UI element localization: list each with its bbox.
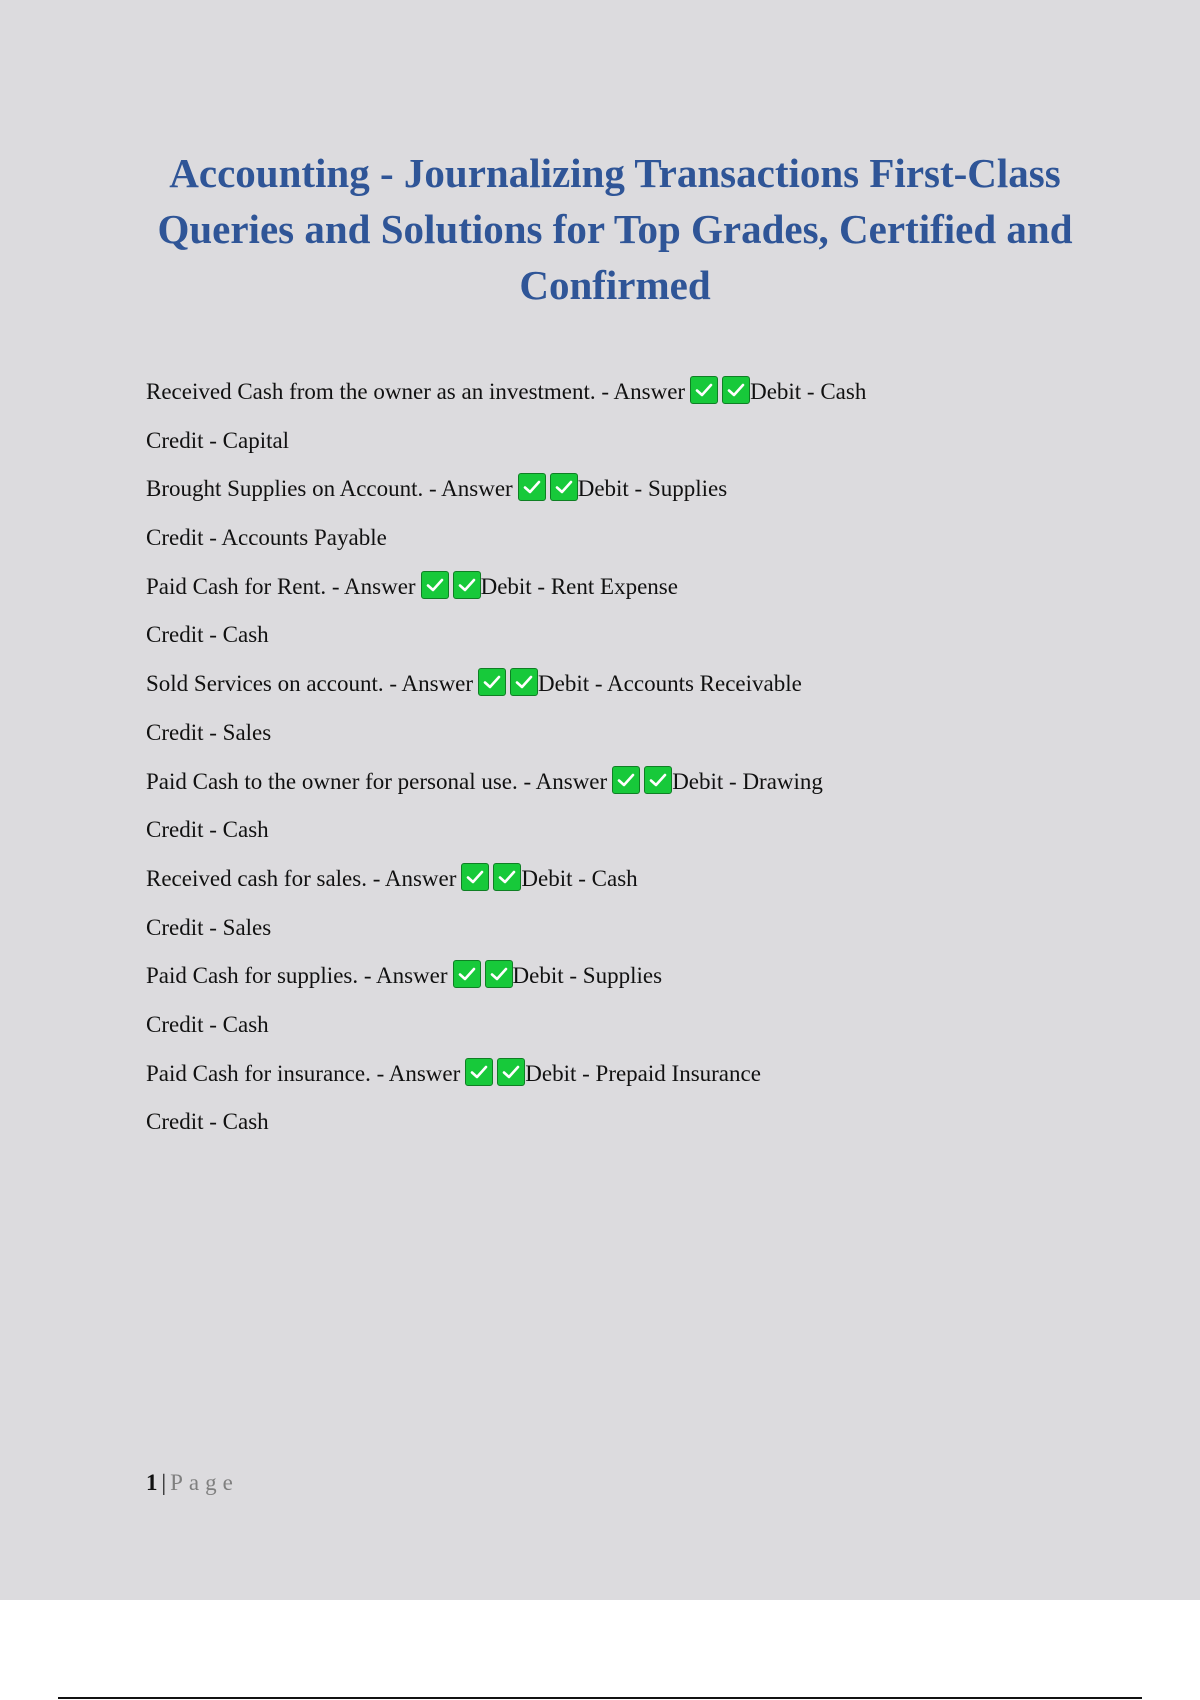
check-mark-icon [421,571,449,599]
question-text: Received cash for sales. - Answer [146,865,457,891]
check-mark-icon [478,668,506,696]
credit-line: Credit - Cash [146,1109,269,1135]
check-mark-icon [518,473,546,501]
question-line [146,758,1106,807]
check-mark-icon [493,863,521,891]
question-text: Paid Cash for insurance. - Answer [146,1060,461,1086]
check-mark-icon [485,960,513,988]
check-mark-icon [497,1058,525,1086]
debit-answer: Debit - Accounts Receivable [538,671,802,697]
check-mark-icon [690,376,718,404]
footer-separator: | [161,1470,167,1495]
qa-item [146,758,1106,855]
page-footer [146,1470,239,1496]
question-text: Received Cash from the owner as an investment. - Answer [146,379,686,404]
debit-answer: Debit - Cash [521,865,638,891]
question-line [146,855,1106,904]
check-mark-icon [465,1058,493,1086]
credit-line: Credit - Sales [146,719,272,745]
question-text: Paid Cash for supplies. - Answer [146,963,448,989]
credit-line: Credit - Cash [146,1011,269,1037]
page-number: 1 [146,1470,158,1495]
qa-item [146,952,1106,1049]
check-mark-icon [510,668,538,696]
question-line [146,465,1106,514]
debit-answer: Debit - Prepaid Insurance [525,1060,761,1086]
question-line [146,1050,1106,1099]
check-mark-icon [461,863,489,891]
check-mark-icon [550,473,578,501]
qa-item [146,563,1106,660]
credit-line: Credit - Accounts Payable [146,525,387,551]
qa-item [146,368,1106,465]
credit-line: Credit - Cash [146,817,269,843]
question-text: Brought Supplies on Account. - Answer [146,476,513,502]
check-mark-icon [612,766,640,794]
question-text: Sold Services on account. - Answer [146,671,474,697]
qa-item [146,660,1106,757]
credit-line: Credit - Capital [146,427,290,453]
question-line [146,563,1106,612]
question-text: Paid Cash for Rent. - Answer [146,573,416,599]
question-line [146,660,1106,709]
question-line [146,952,1106,1001]
check-mark-icon [453,571,481,599]
question-line [146,368,1106,417]
qa-item [146,465,1106,562]
question-text: Paid Cash to the owner for personal use. - Answer [146,768,608,794]
qa-item [146,1050,1106,1147]
debit-answer: Debit - Cash [750,379,867,404]
document-title: Accounting - Journalizing Transactions First-Class Queries and Solutions for Top Grades, Certified and Confirmed [157,150,1073,308]
credit-line: Credit - Sales [146,914,272,940]
debit-answer: Debit - Supplies [512,963,663,989]
debit-answer: Debit - Drawing [672,768,823,794]
debit-answer: Debit - Supplies [577,476,728,502]
check-mark-icon [453,960,481,988]
debit-answer: Debit - Rent Expense [480,573,678,599]
qa-list [146,368,1106,1147]
page-label: Page [170,1470,239,1495]
bottom-divider [58,1697,1142,1699]
check-mark-icon [644,766,672,794]
credit-line: Credit - Cash [146,622,269,648]
qa-item [146,855,1106,952]
check-mark-icon [722,376,750,404]
